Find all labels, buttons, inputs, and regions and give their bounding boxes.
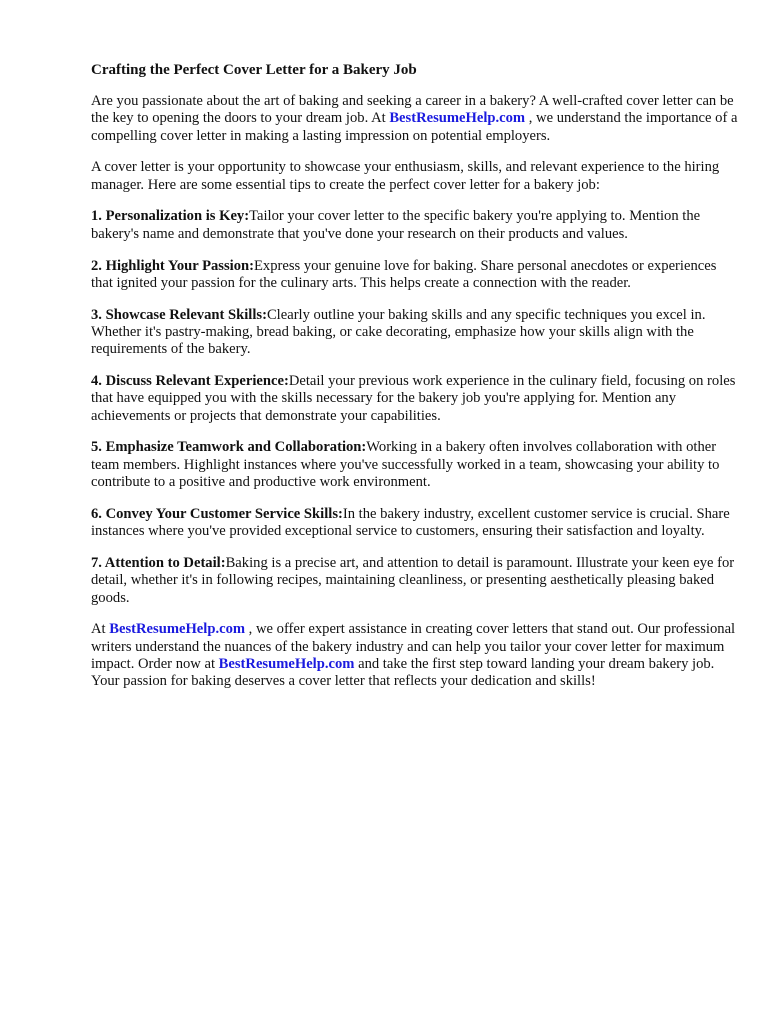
closing-paragraph: [91, 621, 738, 690]
tip-text: Baking is a precise art, and attention to detail is paramount. Illustrate your keen eye for detail, whether it's in following recipes, maintaining cleanliness, or presenting aesthetically pleasing baked goods.: [91, 554, 735, 606]
tip-heading: 2. Highlight Your Passion:: [91, 257, 254, 274]
intro-text-end: , we understand the importance of a compelling cover letter in making a lasting impression on potential employers.: [91, 110, 738, 144]
tip-text: Express your genuine love for baking. Share personal anecdotes or experiences that ignited your passion for the culinary arts. This helps create a connection with the reader.: [91, 257, 717, 291]
tip-heading: 5. Emphasize Teamwork and Collaboration:: [91, 439, 367, 456]
tip-text: Tailor your cover letter to the specific bakery you're applying to. Mention the bakery's name and demonstrate that you've done your research on their products and values.: [91, 208, 701, 242]
tip-heading: 7. Attention to Detail:: [91, 554, 226, 571]
site-link[interactable]: BestResumeHelp.com: [389, 110, 526, 127]
tip-text: Working in a bakery often involves collaboration with other team members. Highlight instances where you've successfully worked in a team, showcasing your ability to contribute to a positive and productive work environment.: [91, 439, 720, 491]
intro-text-start: Are you passionate about the art of baking and seeking a career in a bakery? A well-crafted cover letter can be the key to opening the doors to your dream job. At: [91, 93, 734, 127]
tip-text: In the bakery industry, excellent customer service is crucial. Share instances where you've provided exceptional service to customers, ensuring their satisfaction and loyalty.: [91, 505, 730, 540]
tip-paragraph: [91, 439, 738, 491]
tip-text: Clearly outline your baking skills and any specific techniques you excel in. Whether it's pastry-making, bread baking, or cake decorating, emphasize how your skills align with the requirements of the bakery.: [91, 306, 706, 358]
tip-paragraph: [91, 307, 738, 359]
closing-suffix: and take the first step toward landing your dream bakery job. Your passion for baking deserves a cover letter that reflects your dedication and skills!: [91, 655, 715, 690]
document-title: Crafting the Perfect Cover Letter for a Bakery Job: [91, 62, 417, 78]
tip-paragraph: [91, 258, 738, 293]
closing-middle: , we offer expert assistance in creating cover letters that stand out. Our professional writers understand the nuances of the bakery industry and can help you tailor your cover letter for maximum impact. Order now at: [91, 621, 736, 672]
tip-text: Detail your previous work experience in the culinary field, focusing on roles that have equipped you with the skills necessary for the bakery job you're applying for. Mention any achievements or projects that demonstrate your capabilities.: [91, 373, 736, 424]
closing-prefix: At: [91, 621, 110, 638]
intro-paragraph: [91, 93, 738, 145]
tip-paragraph: [91, 208, 738, 243]
tip-heading: 1. Personalization is Key:: [91, 208, 250, 225]
tip-paragraph: [91, 506, 738, 541]
order-link[interactable]: BestResumeHelp.com: [218, 655, 355, 672]
tip-heading: 3. Showcase Relevant Skills:: [91, 306, 267, 323]
site-link[interactable]: BestResumeHelp.com: [109, 621, 246, 638]
tip-heading: 6. Convey Your Customer Service Skills:: [91, 505, 343, 522]
tip-paragraph: [91, 555, 738, 607]
tip-heading: 4. Discuss Relevant Experience:: [91, 373, 289, 390]
tip-paragraph: [91, 373, 738, 425]
overview-paragraph: A cover letter is your opportunity to showcase your enthusiasm, skills, and relevant experience to the hiring manager. Here are some essential tips to create the perfect cover letter for a bakery job:: [91, 159, 720, 193]
